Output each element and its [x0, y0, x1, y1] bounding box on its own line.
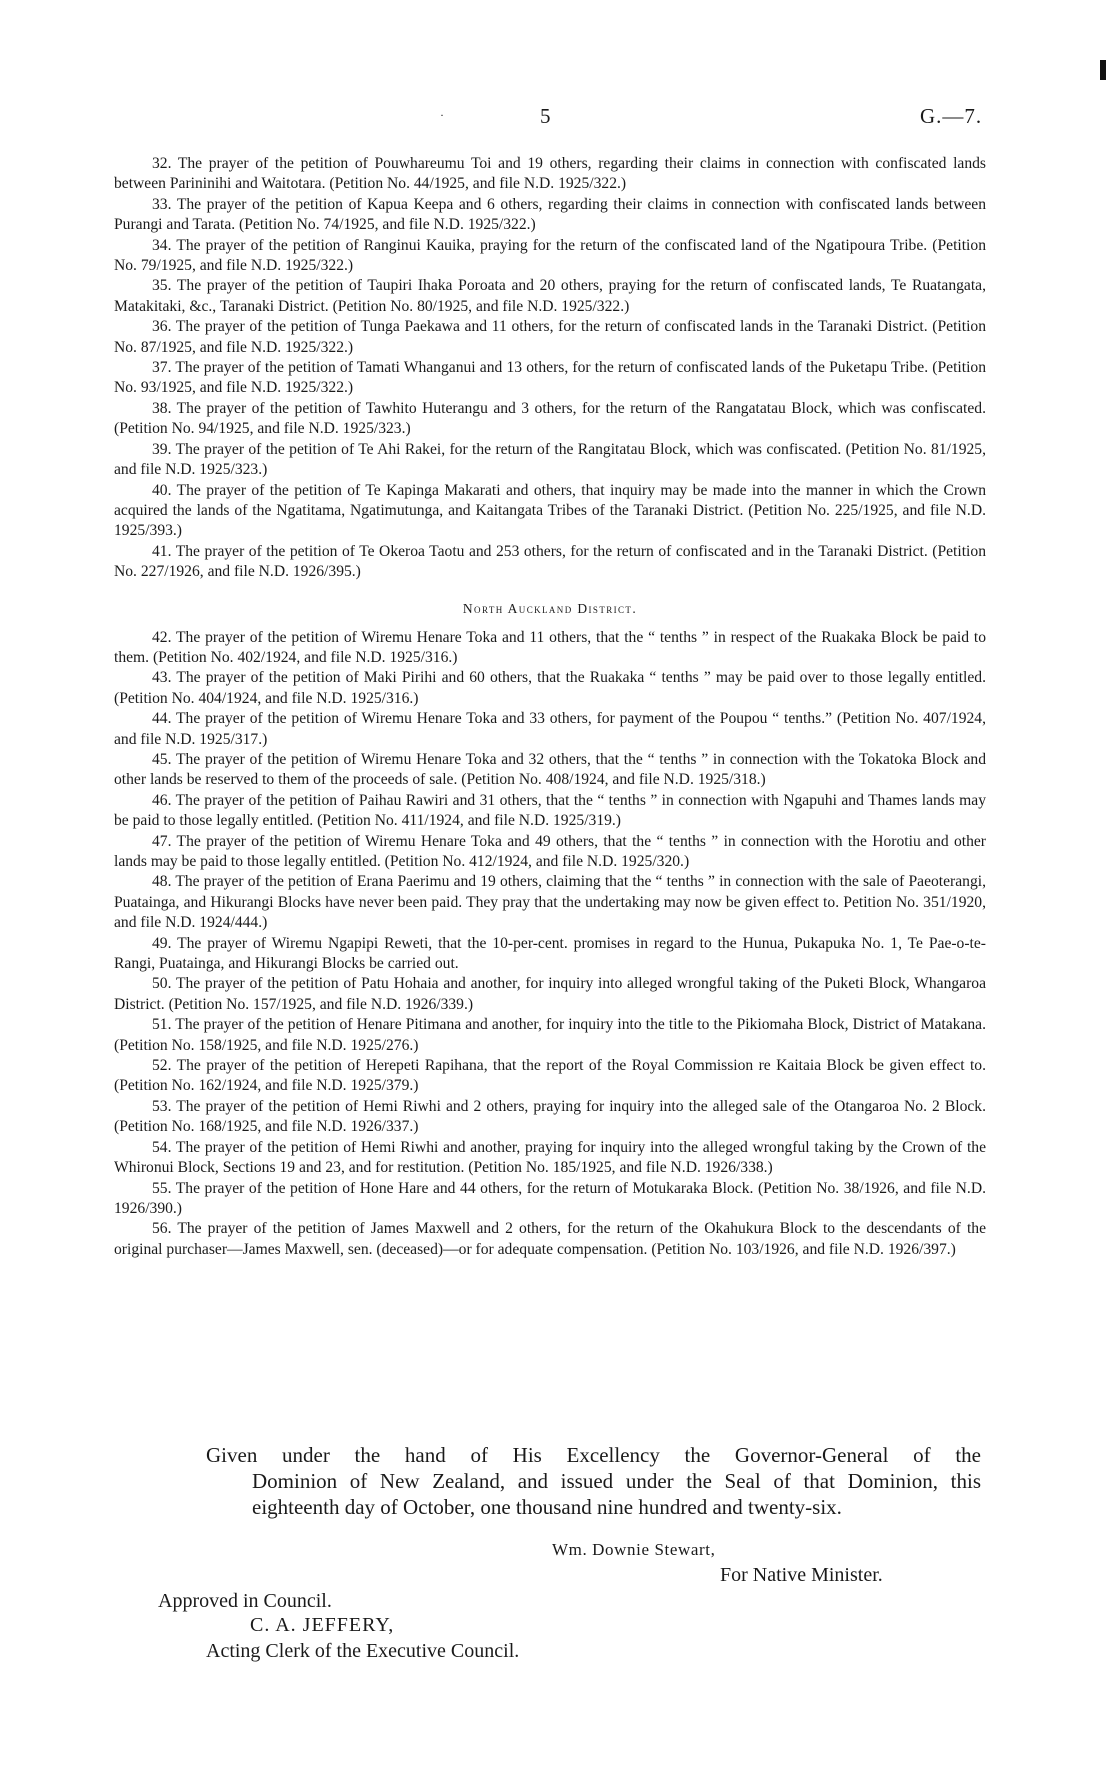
petition-43: 43. The prayer of the petition of Maki Pirihi and 60 others, that the Ruakaka “ tenths ” may be paid over to those legally entitled. (Petition No. 404/1924, and file N.D. 1925/316.)	[114, 669, 986, 707]
petition-33: 33. The prayer of the petition of Kapua Keepa and 6 others, regarding their claims in connection with confiscated lands between Purangi and Tarata. (Petition No. 74/1925, and file N.D. 1925/322.)	[114, 195, 986, 234]
petition-56: 56. The prayer of the petition of James Maxwell and 2 others, for the return of the Okahukura Block to the descendants of the original purchaser—James Maxwell, sen. (deceased)—or for adequate compensation. (Petition No. 103/1926, and file N.D. 1926/397.)	[114, 1220, 986, 1258]
signer-role: For Native Minister.	[720, 1564, 883, 1586]
section-title-north-auckland: North Auckland District.	[462, 600, 638, 616]
given-under-hand-clause	[206, 1442, 981, 1520]
petition-45: 45. The prayer of the petition of Wiremu Henare Toka and 32 others, that the “ tenths ” in connection with the Tokatoka Block and other lands be reserved to them of the proceeds of sale. (Petition No. 408/1924, and file N.D. 1925/318.)	[114, 750, 986, 789]
petition-39: 39. The prayer of the petition of Te Ahi Rakei, for the return of the Rangitatau Block, which was confiscated. (Petition No. 81/1925, and file N.D. 1925/323.)	[114, 440, 986, 479]
petition-36: 36. The prayer of the petition of Tunga Paekawa and 11 others, for the return of confiscated lands in the Taranaki District. (Petition No. 87/1925, and file N.D. 1925/322.)	[114, 318, 986, 356]
petition-32: 32. The prayer of the petition of Pouwhareumu Toi and 19 others, regarding their claims in connection with confiscated lands between Parininihi and Waitotara. (Petition No. 44/1925, and file N.D. 1925/322.)	[114, 155, 986, 193]
given-rest: Dominion of New Zealand, and issued under the Seal of that Dominion, this eighteenth day of October, one thousand nine hundred and twenty-six.	[252, 1469, 981, 1519]
petition-40: 40. The prayer of the petition of Te Kapinga Makarati and others, that inquiry may be made into the manner in which the Crown acquired the lands of the Ngatitama, Ngatimutunga, and Kaitangata Tribes of the Taranaki District. (Petition No. 225/1925, and file N.D. 1925/393.)	[114, 481, 986, 540]
petition-54: 54. The prayer of the petition of Hemi Riwhi and another, praying for inquiry into the alleged wrongful taking by the Crown of the Whironui Block, Sections 19 and 23, and for restitution. (Petition No. 185/1925, and file N.D. 1926/338.)	[114, 1138, 986, 1177]
approved-in-council: Approved in Council.	[158, 1590, 332, 1612]
petition-55: 55. The prayer of the petition of Hone Hare and 44 others, for the return of Motukaraka Block. (Petition No. 38/1926, and file N.D. 1926/390.)	[114, 1179, 986, 1217]
petition-52: 52. The prayer of the petition of Herepeti Rapihana, that the report of the Royal Commission re Kaitaia Block be given effect to. (Petition No. 162/1924, and file N.D. 1925/379.)	[114, 1057, 986, 1095]
petition-50: 50. The prayer of the petition of Patu Hohaia and another, for inquiry into alleged wrongful taking of the Puketi Block, Whangaroa District. (Petition No. 157/1925, and file N.D. 1926/339.)	[114, 975, 986, 1013]
petition-35: 35. The prayer of the petition of Taupiri Ihaka Poroata and 20 others, praying for the return of confiscated lands, Te Ruatangata, Matakitaki, &c., Taranaki District. (Petition No. 80/1925, and file N.D. 1925/322.)	[114, 277, 986, 315]
petition-51: 51. The prayer of the petition of Henare Pitimana and another, for inquiry into the title to the Pikiomaha Block, District of Matakana. (Petition No. 158/1925, and file N.D. 1925/276.)	[114, 1016, 986, 1054]
document-code: G.—7.	[920, 104, 983, 128]
page-header	[0, 104, 1114, 134]
petition-37: 37. The prayer of the petition of Tamati Whanganui and 13 others, for the return of confiscated lands of the Puketapu Tribe. (Petition No. 93/1925, and file N.D. 1925/322.)	[114, 359, 986, 397]
clerk-role: Acting Clerk of the Executive Council.	[206, 1640, 520, 1662]
petition-42: 42. The prayer of the petition of Wiremu Henare Toka and 11 others, that the “ tenths ” in respect of the Ruakaka Block be paid to them. (Petition No. 402/1924, and file N.D. 1925/316.)	[114, 628, 986, 666]
given-first-line: Given under the hand of His Excellency the Governor-General of the	[206, 1443, 981, 1467]
document-body	[114, 154, 986, 1260]
signer-name: Wm. Downie Stewart,	[552, 1540, 716, 1559]
edge-mark	[1100, 60, 1106, 80]
petition-44: 44. The prayer of the petition of Wiremu Henare Toka and 33 others, for payment of the Poupou “ tenths.” (Petition No. 407/1924, and file N.D. 1925/317.)	[114, 710, 986, 748]
petition-49: 49. The prayer of Wiremu Ngapipi Reweti, that the 10-per-cent. promises in regard to the Hunua, Pukapuka No. 1, Te Pae-o-te-Rangi, Puatainga, and Hikurangi Blocks be carried out.	[114, 934, 986, 973]
clerk-name: C. A. JEFFERY,	[250, 1614, 395, 1636]
page-number: 5	[540, 104, 551, 128]
petition-53: 53. The prayer of the petition of Hemi Riwhi and 2 others, praying for inquiry into the alleged sale of the Otangaroa No. 2 Block. (Petition No. 168/1925, and file N.D. 1926/337.)	[114, 1097, 986, 1136]
header-dot: ·	[440, 108, 444, 122]
petition-48: 48. The prayer of the petition of Erana Paerimu and 19 others, claiming that the “ tenths ” in connection with the sale of Paeoterangi, Puatainga, and Hikurangi Blocks have never been paid. They pray that the undertaking may now be given effect to. Petition No. 351/1920, and file N.D. 1924/444.)	[114, 873, 986, 932]
petition-41: 41. The prayer of the petition of Te Okeroa Taotu and 253 others, for the return of confiscated and in the Taranaki District. (Petition No. 227/1926, and file N.D. 1926/395.)	[114, 542, 986, 581]
petition-46: 46. The prayer of the petition of Paihau Rawiri and 31 others, that the “ tenths ” in connection with Ngapuhi and Thames lands may be paid to those legally entitled. (Petition No. 411/1924, and file N.D. 1925/319.)	[114, 791, 986, 830]
petition-34: 34. The prayer of the petition of Ranginui Kauika, praying for the return of the confiscated land of the Ngatipoura Tribe. (Petition No. 79/1925, and file N.D. 1925/322.)	[114, 236, 986, 275]
petition-47: 47. The prayer of the petition of Wiremu Henare Toka and 49 others, that the “ tenths ” in connection with the Horotiu and other lands may be paid to those legally entitled. (Petition No. 412/1924, and file N.D. 1925/320.)	[114, 832, 986, 870]
petition-38: 38. The prayer of the petition of Tawhito Huterangu and 3 others, for the return of the Rangatatau Block, which was confiscated. (Petition No. 94/1925, and file N.D. 1925/323.)	[114, 399, 986, 438]
